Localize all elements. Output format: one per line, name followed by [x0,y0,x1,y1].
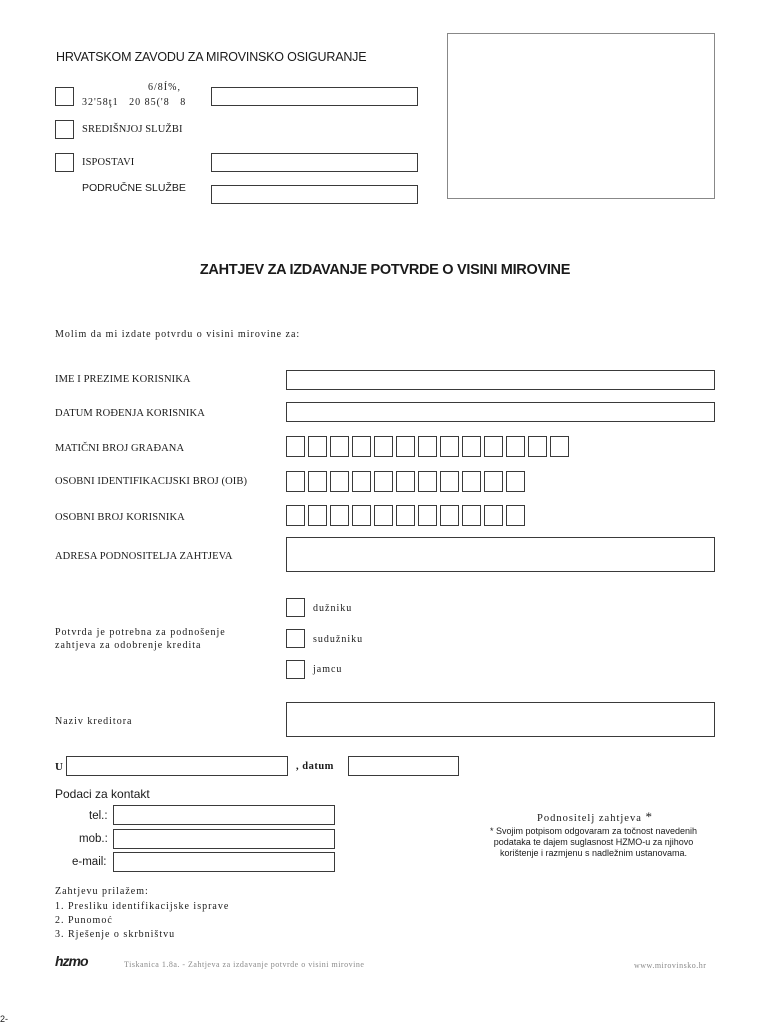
oib-cell[interactable] [462,471,481,492]
user-number-cell[interactable] [396,505,415,526]
mbg-cell[interactable] [484,436,503,457]
signature-label [537,809,653,825]
place-prefix: U [55,761,64,773]
signature-note-line-3: korištenje i razmjenu s nadležnim ustanovama. [499,848,688,858]
oib-cell[interactable] [396,471,415,492]
creditor-field[interactable] [286,702,715,737]
user-number-cell[interactable] [308,505,327,526]
mbg-label: MATIČNI BROJ GRAĐANA [55,443,185,454]
attachment-item-1: 1. Presliku identifikacijske isprave [55,901,230,912]
mbg-cell[interactable] [286,436,305,457]
date-field[interactable] [348,756,459,776]
logo-text: hzmo [55,953,88,969]
mbg-cell[interactable] [396,436,415,457]
tel-field[interactable] [113,805,335,825]
checkbox-suduznik[interactable] [286,629,305,648]
garbled-field[interactable] [211,87,418,106]
user-number-cell[interactable] [330,505,349,526]
mbg-cell[interactable] [462,436,481,457]
oib-cell[interactable] [506,471,525,492]
signature-note-line-2: podataka te dajem suglasnost HZMO-u za njihovo [493,837,694,847]
mbg-cell[interactable] [308,436,327,457]
user-number-cell[interactable] [286,505,305,526]
intro-text: Molim da mi izdate potvrdu o visini mirovine za: [55,329,301,340]
name-label: IME I PREZIME KORISNIKA [55,374,191,385]
signature-label-text: Podnositelj zahtjeva [537,813,642,824]
user-number-label: OSOBNI BROJ KORISNIKA [55,512,185,523]
mbg-cell[interactable] [352,436,371,457]
email-field[interactable] [113,852,335,872]
user-number-cell[interactable] [374,505,393,526]
signature-note-line-1: * Svojim potpisom odgovaram za točnost navedenih [489,826,698,836]
garbled-line-2: 32'58ţ1 20 85('8 8 [82,97,187,108]
user-number-cell[interactable] [484,505,503,526]
hzmo-logo [55,953,88,969]
user-number-cell[interactable] [418,505,437,526]
footer-website: www.mirovinsko.hr [634,961,707,970]
oib-cell[interactable] [330,471,349,492]
mbg-cell[interactable] [440,436,459,457]
checkbox-jamac[interactable] [286,660,305,679]
mob-label: mob.: [79,833,108,845]
stamp-box [447,33,715,199]
attachment-item-2: 2. Punomoć [55,915,113,926]
mbg-cell[interactable] [418,436,437,457]
purpose-label-line-2: zahtjeva za odobrenje kredita [55,640,202,651]
regional-service-label: PODRUČNE SLUŽBE [82,182,186,194]
date-label: , datum [296,761,334,772]
attachment-item-3: 3. Rješenje o skrbništvu [55,929,176,940]
contact-heading: Podaci za kontakt [55,787,150,801]
checkbox-garbled[interactable] [55,87,74,106]
institution-label: HRVATSKOM ZAVODU ZA MIROVINSKO OSIGURANJE [56,50,367,64]
oib-cell[interactable] [286,471,305,492]
garbled-line-1: 6/8Í%, [148,82,181,93]
oib-cell[interactable] [484,471,503,492]
place-field[interactable] [66,756,288,776]
option-jamac-label: jamcu [313,664,343,675]
option-suduznik-label: sudužniku [313,634,364,645]
mob-field[interactable] [113,829,335,849]
checkbox-branch[interactable] [55,153,74,172]
oib-cell[interactable] [374,471,393,492]
birth-date-field[interactable] [286,402,715,422]
user-number-cell[interactable] [440,505,459,526]
email-label: e-mail: [72,856,107,868]
mbg-cell[interactable] [330,436,349,457]
branch-field[interactable] [211,153,418,172]
purpose-label-line-1: Potvrda je potrebna za podnošenje [55,627,226,638]
mbg-cell[interactable] [506,436,525,457]
central-service-label: SREDIŠNJOJ SLUŽBI [82,124,183,135]
branch-label: ISPOSTAVI [82,157,135,168]
oib-cell[interactable] [308,471,327,492]
oib-cell[interactable] [352,471,371,492]
attachments-heading: Zahtjevu prilažem: [55,886,149,897]
user-number-cell[interactable] [352,505,371,526]
signature-star: * [645,809,653,824]
option-duznik-label: dužniku [313,603,353,614]
name-field[interactable] [286,370,715,390]
oib-cell[interactable] [440,471,459,492]
page-title: ZAHTJEV ZA IZDAVANJE POTVRDE O VISINI MIROVINE [199,262,571,278]
tel-label: tel.: [89,810,108,822]
mbg-cell[interactable] [528,436,547,457]
mbg-cell[interactable] [550,436,569,457]
checkbox-duznik[interactable] [286,598,305,617]
oib-label: OSOBNI IDENTIFIKACIJSKI BROJ (OIB) [55,476,248,487]
signature-note [462,826,725,859]
regional-service-field[interactable] [211,185,418,204]
birth-date-label: DATUM ROĐENJA KORISNIKA [55,408,205,419]
user-number-cell[interactable] [462,505,481,526]
footer-form-name: Tiskanica 1.8a. - Zahtjeva za izdavanje potvrde o visini mirovine [124,960,365,969]
oib-cell[interactable] [418,471,437,492]
creditor-label: Naziv kreditora [55,716,133,727]
address-label: ADRESA PODNOSITELJA ZAHTJEVA [55,551,233,562]
page-marker: 2- [0,1014,9,1024]
checkbox-central-service[interactable] [55,120,74,139]
user-number-cell[interactable] [506,505,525,526]
mbg-cell[interactable] [374,436,393,457]
address-field[interactable] [286,537,715,572]
